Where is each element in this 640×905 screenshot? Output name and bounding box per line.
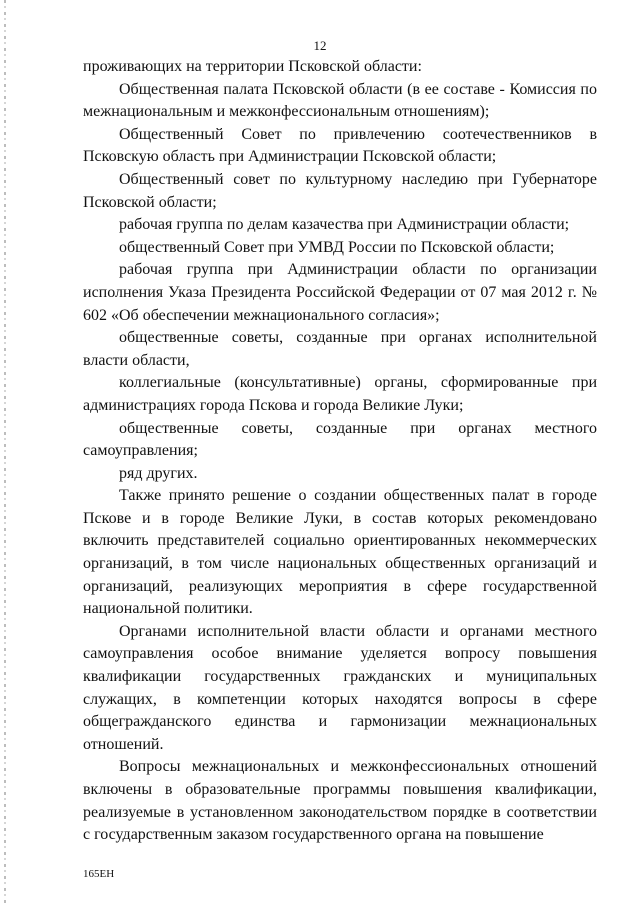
paragraph-3: Общественный Совет по привлечению соотечественников в Псковскую область при Администрации Псковской области;	[83, 125, 597, 166]
paragraph-8: общественные советы, созданные при органах исполнительной власти области,	[83, 329, 597, 369]
paragraph-7: рабочая группа при Администрации области по организации исполнения Указа Президента Российской Федерации от 07 мая 2012 г. № 602 «Об обеспечении межнационального согласия»;	[83, 261, 597, 324]
paragraph-4: Общественный совет по культурному наследию при Губернаторе Псковской области;	[83, 170, 597, 211]
paragraph-1: проживающих на территории Псковской области:	[83, 58, 422, 75]
paragraph-13: Органами исполнительной власти области и органами местного самоуправления особое внимание уделяется вопросу повышения квалификации государственных гражданских и муниципальных служащих, в компетенции которых находятся вопросы в сфере общегражданского единства и гармонизации межнациональных отношений.	[83, 622, 597, 753]
paragraph-6: общественный Совет при УМВД России по Псковской области;	[119, 238, 555, 256]
scan-edge-artifact	[4, 0, 6, 905]
paragraph-11: ряд других.	[119, 464, 198, 482]
paragraph-12: Также принято решение о создании общественных палат в городе Пскове и в городе Великие Луки, в состав которых рекомендовано включить представителей социально ориентированных некоммерческих организаций, в том числе национальных общественных организаций и организаций, реализующих мероприятия в сфере государственной национальной политики.	[83, 487, 597, 618]
document-code: 165EH	[83, 868, 115, 880]
paragraph-14: Вопросы межнациональных и межконфессиональных отношений включены в образовательные программы повышения квалификации, реализуемые в установленном законодательством порядке в соответствии с государственным заказом государственного органа на повышение	[83, 758, 597, 844]
page-number: 12	[313, 38, 327, 53]
document-body	[83, 56, 597, 847]
paragraph-5: рабочая группа по делам казачества при Администрации области;	[119, 216, 570, 234]
paragraph-2: Общественная палата Псковской области (в ее составе - Комиссия по межнациональным и межконфессиональным отношениям);	[83, 80, 597, 121]
paragraph-9: коллегиальные (консультативные) органы, сформированные при администрациях города Пскова и города Великие Луки;	[83, 374, 597, 414]
paragraph-10: общественные советы, созданные при органах местного самоуправления;	[83, 419, 597, 460]
